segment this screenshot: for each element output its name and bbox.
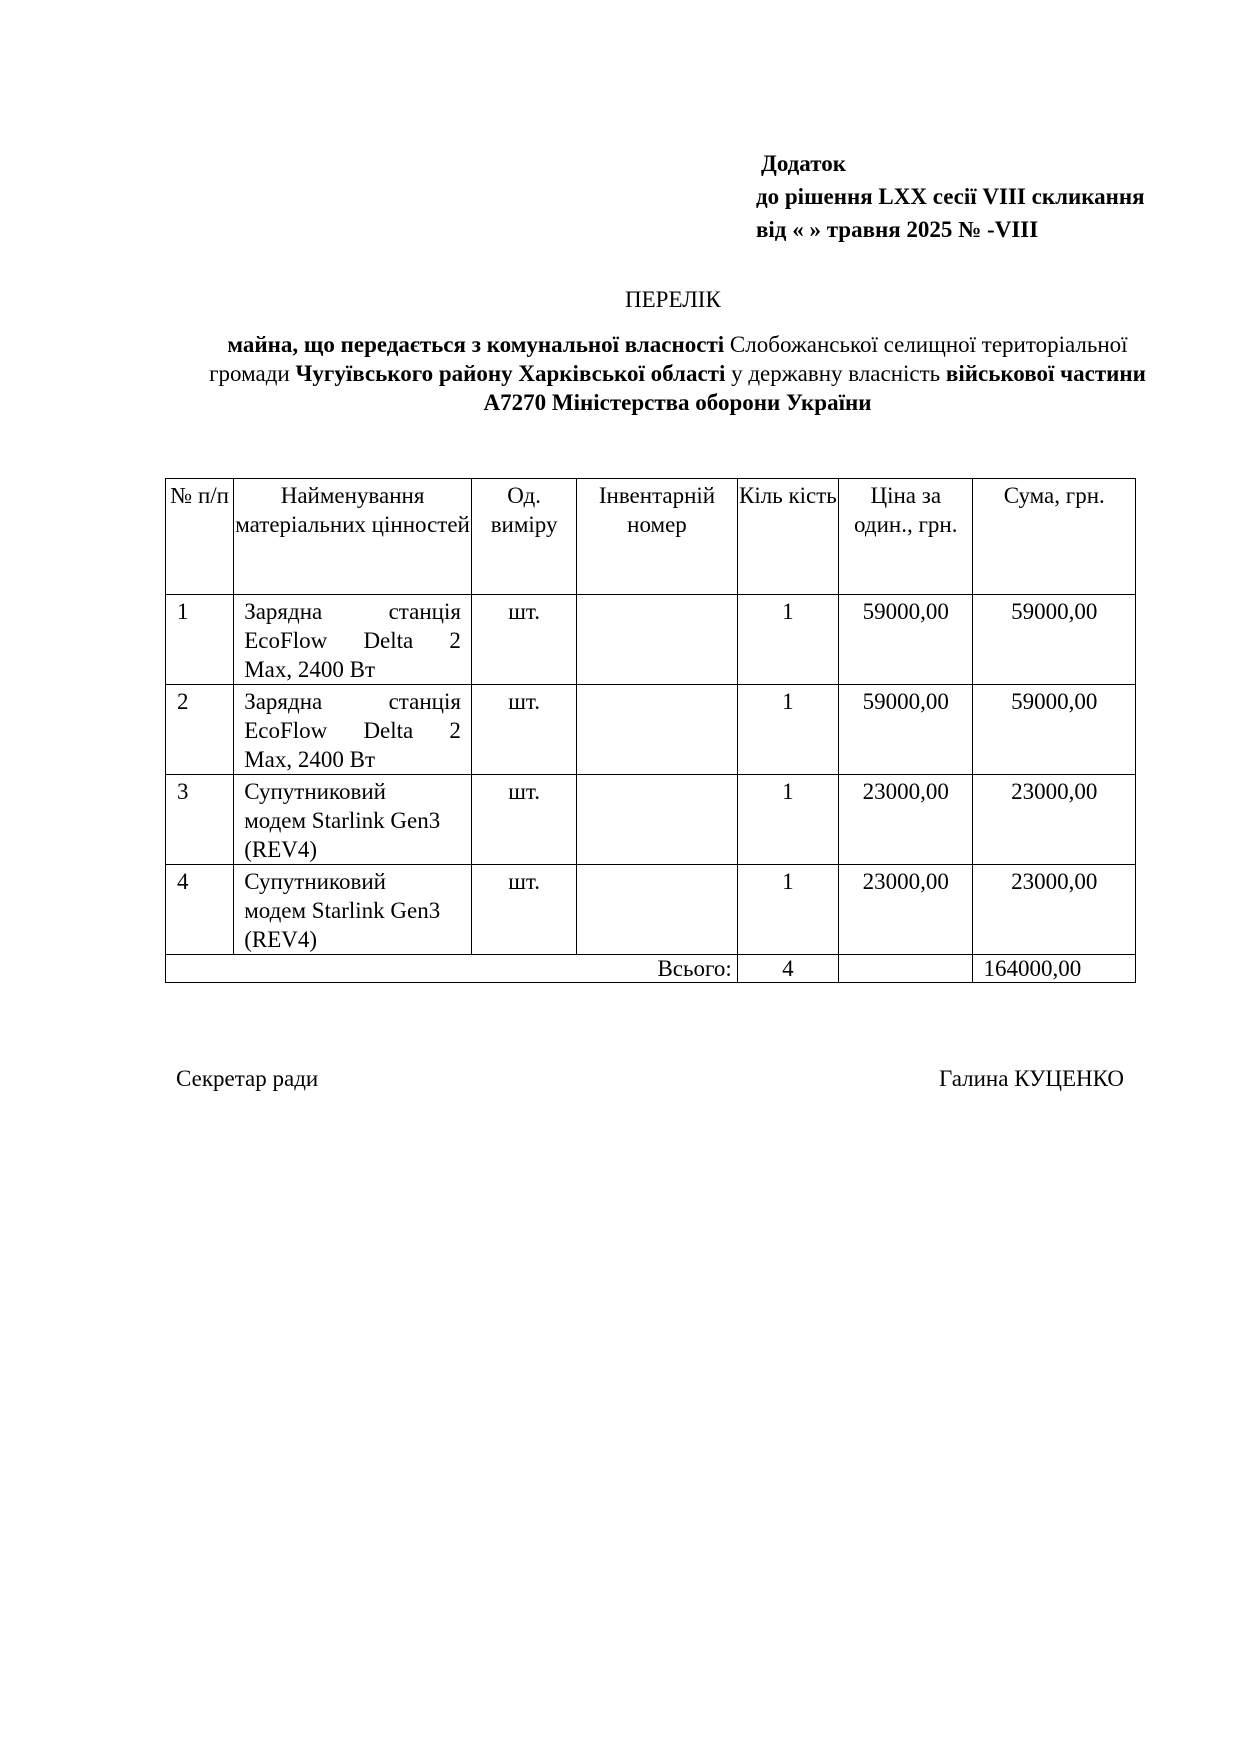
addendum-date-number: від « » травня 2025 № -VIII <box>756 217 1039 242</box>
header-name: Найменування матеріальних цінностей <box>234 479 472 595</box>
cell-name <box>234 685 472 775</box>
subtitle-part-5: військової частини А7270 Міністерства оборони України <box>483 361 1146 415</box>
cell-quantity: 1 <box>737 685 838 775</box>
cell-sum: 59000,00 <box>973 595 1136 685</box>
cell-name-line: Супутниковий <box>244 869 386 894</box>
cell-name-line: модем Starlink Gen3 <box>244 898 441 923</box>
total-label: Всього: <box>166 955 738 983</box>
cell-name-line: EcoFlow Delta 2 <box>244 718 461 743</box>
cell-name <box>234 865 472 955</box>
cell-number: 2 <box>166 685 234 775</box>
cell-name-line: Max, 2400 Вт <box>244 657 376 682</box>
table-total-row <box>166 955 1136 983</box>
cell-name-line: Max, 2400 Вт <box>244 747 376 772</box>
cell-inventory <box>577 685 737 775</box>
cell-name-line: (REV4) <box>244 927 318 952</box>
header-quantity: Кіль кість <box>737 479 838 595</box>
cell-inventory <box>577 595 737 685</box>
cell-name-line: Супутниковий <box>244 779 386 804</box>
cell-name-line: Зарядна станція <box>244 689 461 714</box>
cell-number: 4 <box>166 865 234 955</box>
cell-name-line: Зарядна станція <box>244 599 461 624</box>
cell-quantity: 1 <box>737 865 838 955</box>
cell-inventory <box>577 865 737 955</box>
header-inventory: Інвентарній номер <box>577 479 737 595</box>
addendum-title: Додаток <box>761 151 846 176</box>
cell-quantity: 1 <box>737 595 838 685</box>
signatory-position: Секретар ради <box>176 1066 319 1091</box>
cell-name-line: EcoFlow Delta 2 <box>244 628 461 653</box>
subtitle-part-3: Чугуївського району Харківської області <box>295 361 726 386</box>
cell-unit-price: 59000,00 <box>839 685 973 775</box>
subtitle-part-2: Слобожанської селищної територіальної громади <box>209 332 1128 386</box>
document-subtitle <box>185 330 1170 417</box>
cell-number: 3 <box>166 775 234 865</box>
document-title <box>560 287 800 313</box>
subtitle-part-4: у державну власність <box>725 361 946 386</box>
cell-unit: шт. <box>471 775 576 865</box>
header-number: № п/п <box>166 479 234 595</box>
cell-name <box>234 775 472 865</box>
cell-name-line: (REV4) <box>244 837 318 862</box>
table-header-row <box>166 479 1136 595</box>
table-row <box>166 865 1136 955</box>
cell-sum: 23000,00 <box>973 775 1136 865</box>
table-row <box>166 775 1136 865</box>
addendum-decision-ref: до рішення LXX сесії VIII скликання <box>756 184 1145 209</box>
subtitle-part-1: майна, що передається з комунальної власності <box>227 332 725 357</box>
property-table <box>165 478 1136 983</box>
table-row <box>166 595 1136 685</box>
total-price <box>839 955 973 983</box>
cell-sum: 23000,00 <box>973 865 1136 955</box>
signatory-name: Галина КУЦЕНКО <box>939 1066 1124 1091</box>
table-row <box>166 685 1136 775</box>
header-sum: Сума, грн. <box>973 479 1136 595</box>
cell-unit: шт. <box>471 865 576 955</box>
header-unit-price: Ціна за один., грн. <box>839 479 973 595</box>
cell-unit-price: 23000,00 <box>839 865 973 955</box>
cell-sum: 59000,00 <box>973 685 1136 775</box>
document-title-text: ПЕРЕЛІК <box>625 287 721 312</box>
cell-name-line: модем Starlink Gen3 <box>244 808 441 833</box>
cell-unit: шт. <box>471 685 576 775</box>
total-sum: 164000,00 <box>973 955 1136 983</box>
cell-unit: шт. <box>471 595 576 685</box>
cell-quantity: 1 <box>737 775 838 865</box>
cell-inventory <box>577 775 737 865</box>
addendum-block <box>756 147 1145 246</box>
cell-name <box>234 595 472 685</box>
header-unit: Од. виміру <box>471 479 576 595</box>
cell-unit-price: 59000,00 <box>839 595 973 685</box>
cell-unit-price: 23000,00 <box>839 775 973 865</box>
total-quantity: 4 <box>737 955 838 983</box>
cell-number: 1 <box>166 595 234 685</box>
